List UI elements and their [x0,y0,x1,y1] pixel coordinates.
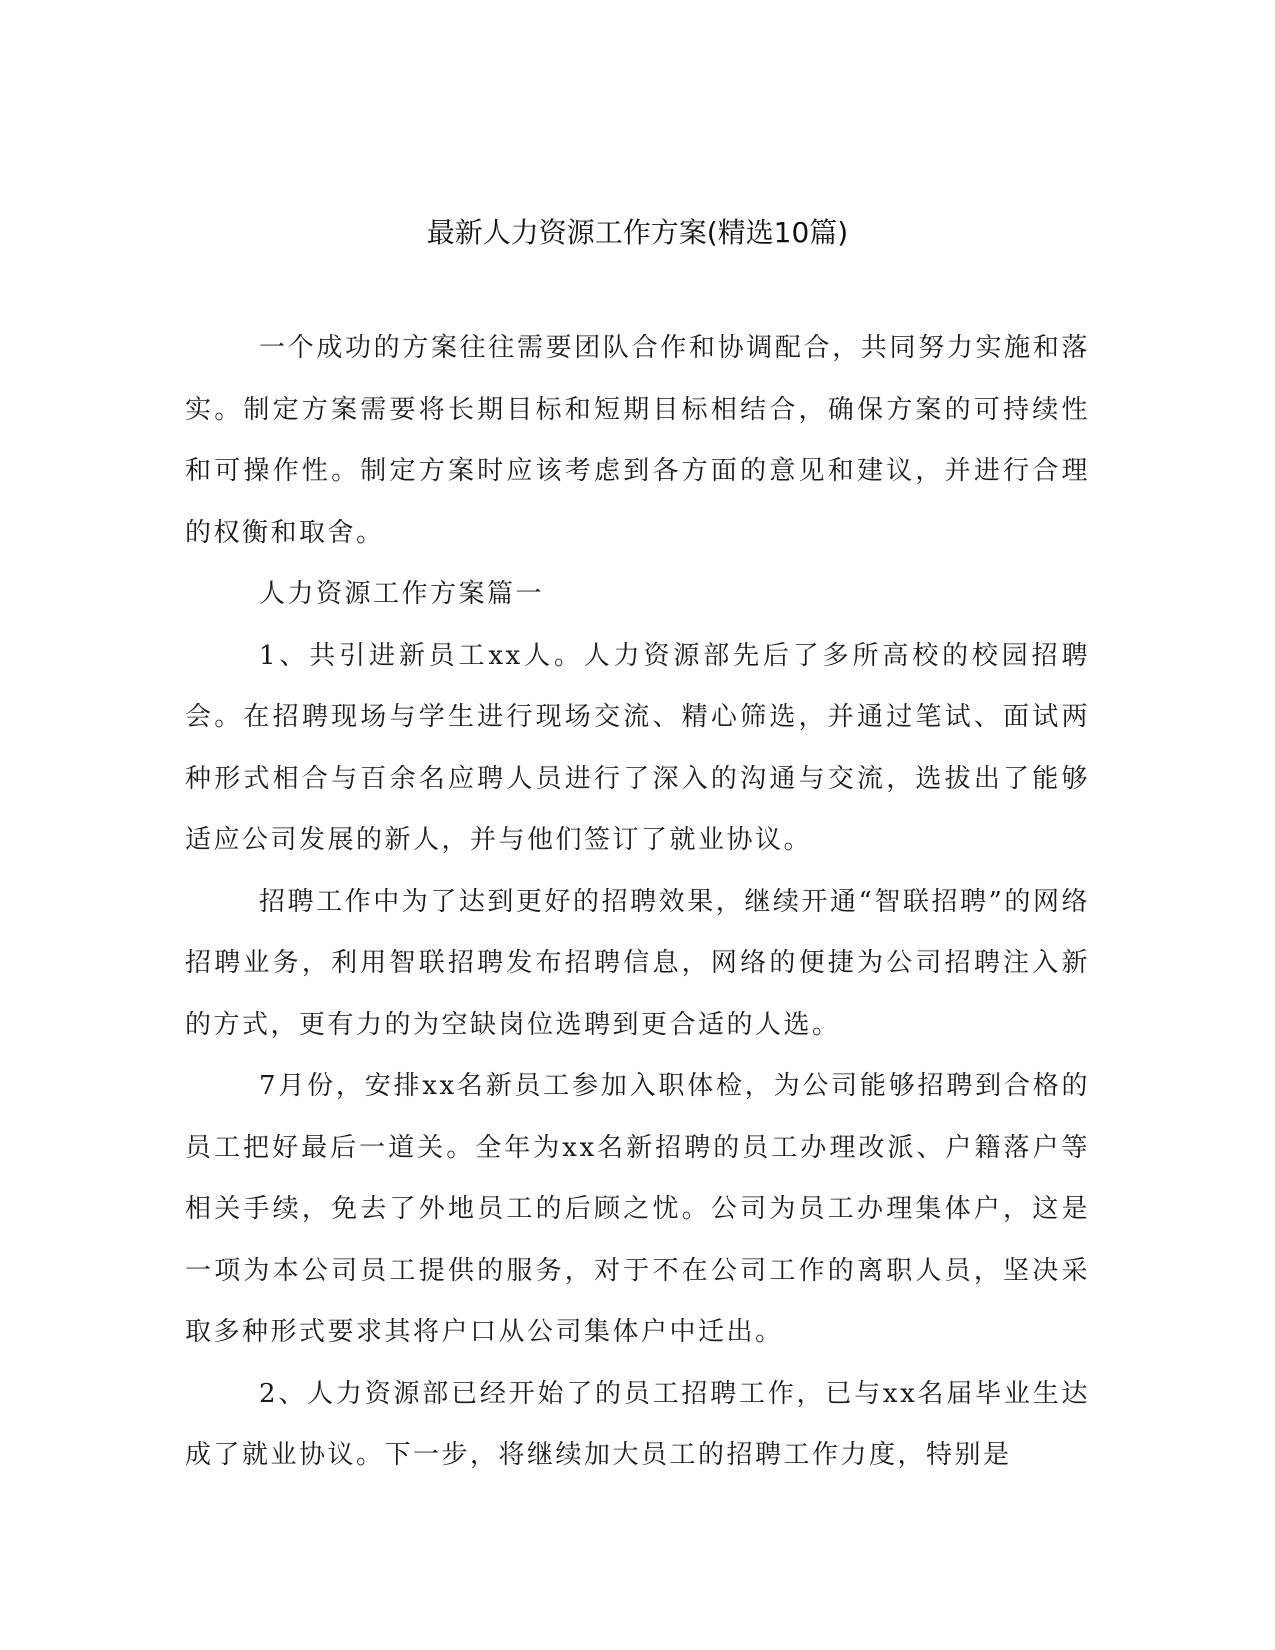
body-paragraph: 招聘工作中为了达到更好的招聘效果，继续开通“智联招聘”的网络招聘业务，利用智联招聘发布招聘信息，网络的便捷为公司招聘注入新的方式，更有力的为空缺岗位选聘到更合适的人选。 [185,886,1090,1040]
section-heading: 人力资源工作方案篇一 [259,579,545,609]
body-paragraph: 1、共引进新员工xx人。人力资源部先后了多所高校的校园招聘会。在招聘现场与学生进行现场交流、精心筛选，并通过笔试、面试两种形式相合与百余名应聘人员进行了深入的沟通与交流，选拔出了能够适应公司发展的新人，并与他们签订了就业协议。 [185,640,1090,855]
intro-paragraph: 一个成功的方案往往需要团队合作和协调配合，共同努力实施和落实。制定方案需要将长期目标和短期目标相结合，确保方案的可持续性和可操作性。制定方案时应该考虑到各方面的意见和建议，并进行合理的权衡和取舍。 [185,333,1090,548]
document-body [185,318,1090,1487]
document-title: 最新人力资源工作方案(精选10篇) [426,216,849,249]
body-paragraph: 2、人力资源部已经开始了的员工招聘工作，已与xx名届毕业生达成了就业协议。下一步，将继续加大员工的招聘工作力度，特别是 [185,1378,1090,1470]
body-paragraph: 7月份，安排xx名新员工参加入职体检，为公司能够招聘到合格的员工把好最后一道关。全年为xx名新招聘的员工办理改派、户籍落户等相关手续，免去了外地员工的后顾之忧。公司为员工办理集体户，这是一项为本公司员工提供的服务，对于不在公司工作的离职人员，坚决采取多种形式要求其将户口从公司集体户中迁出。 [185,1071,1090,1347]
